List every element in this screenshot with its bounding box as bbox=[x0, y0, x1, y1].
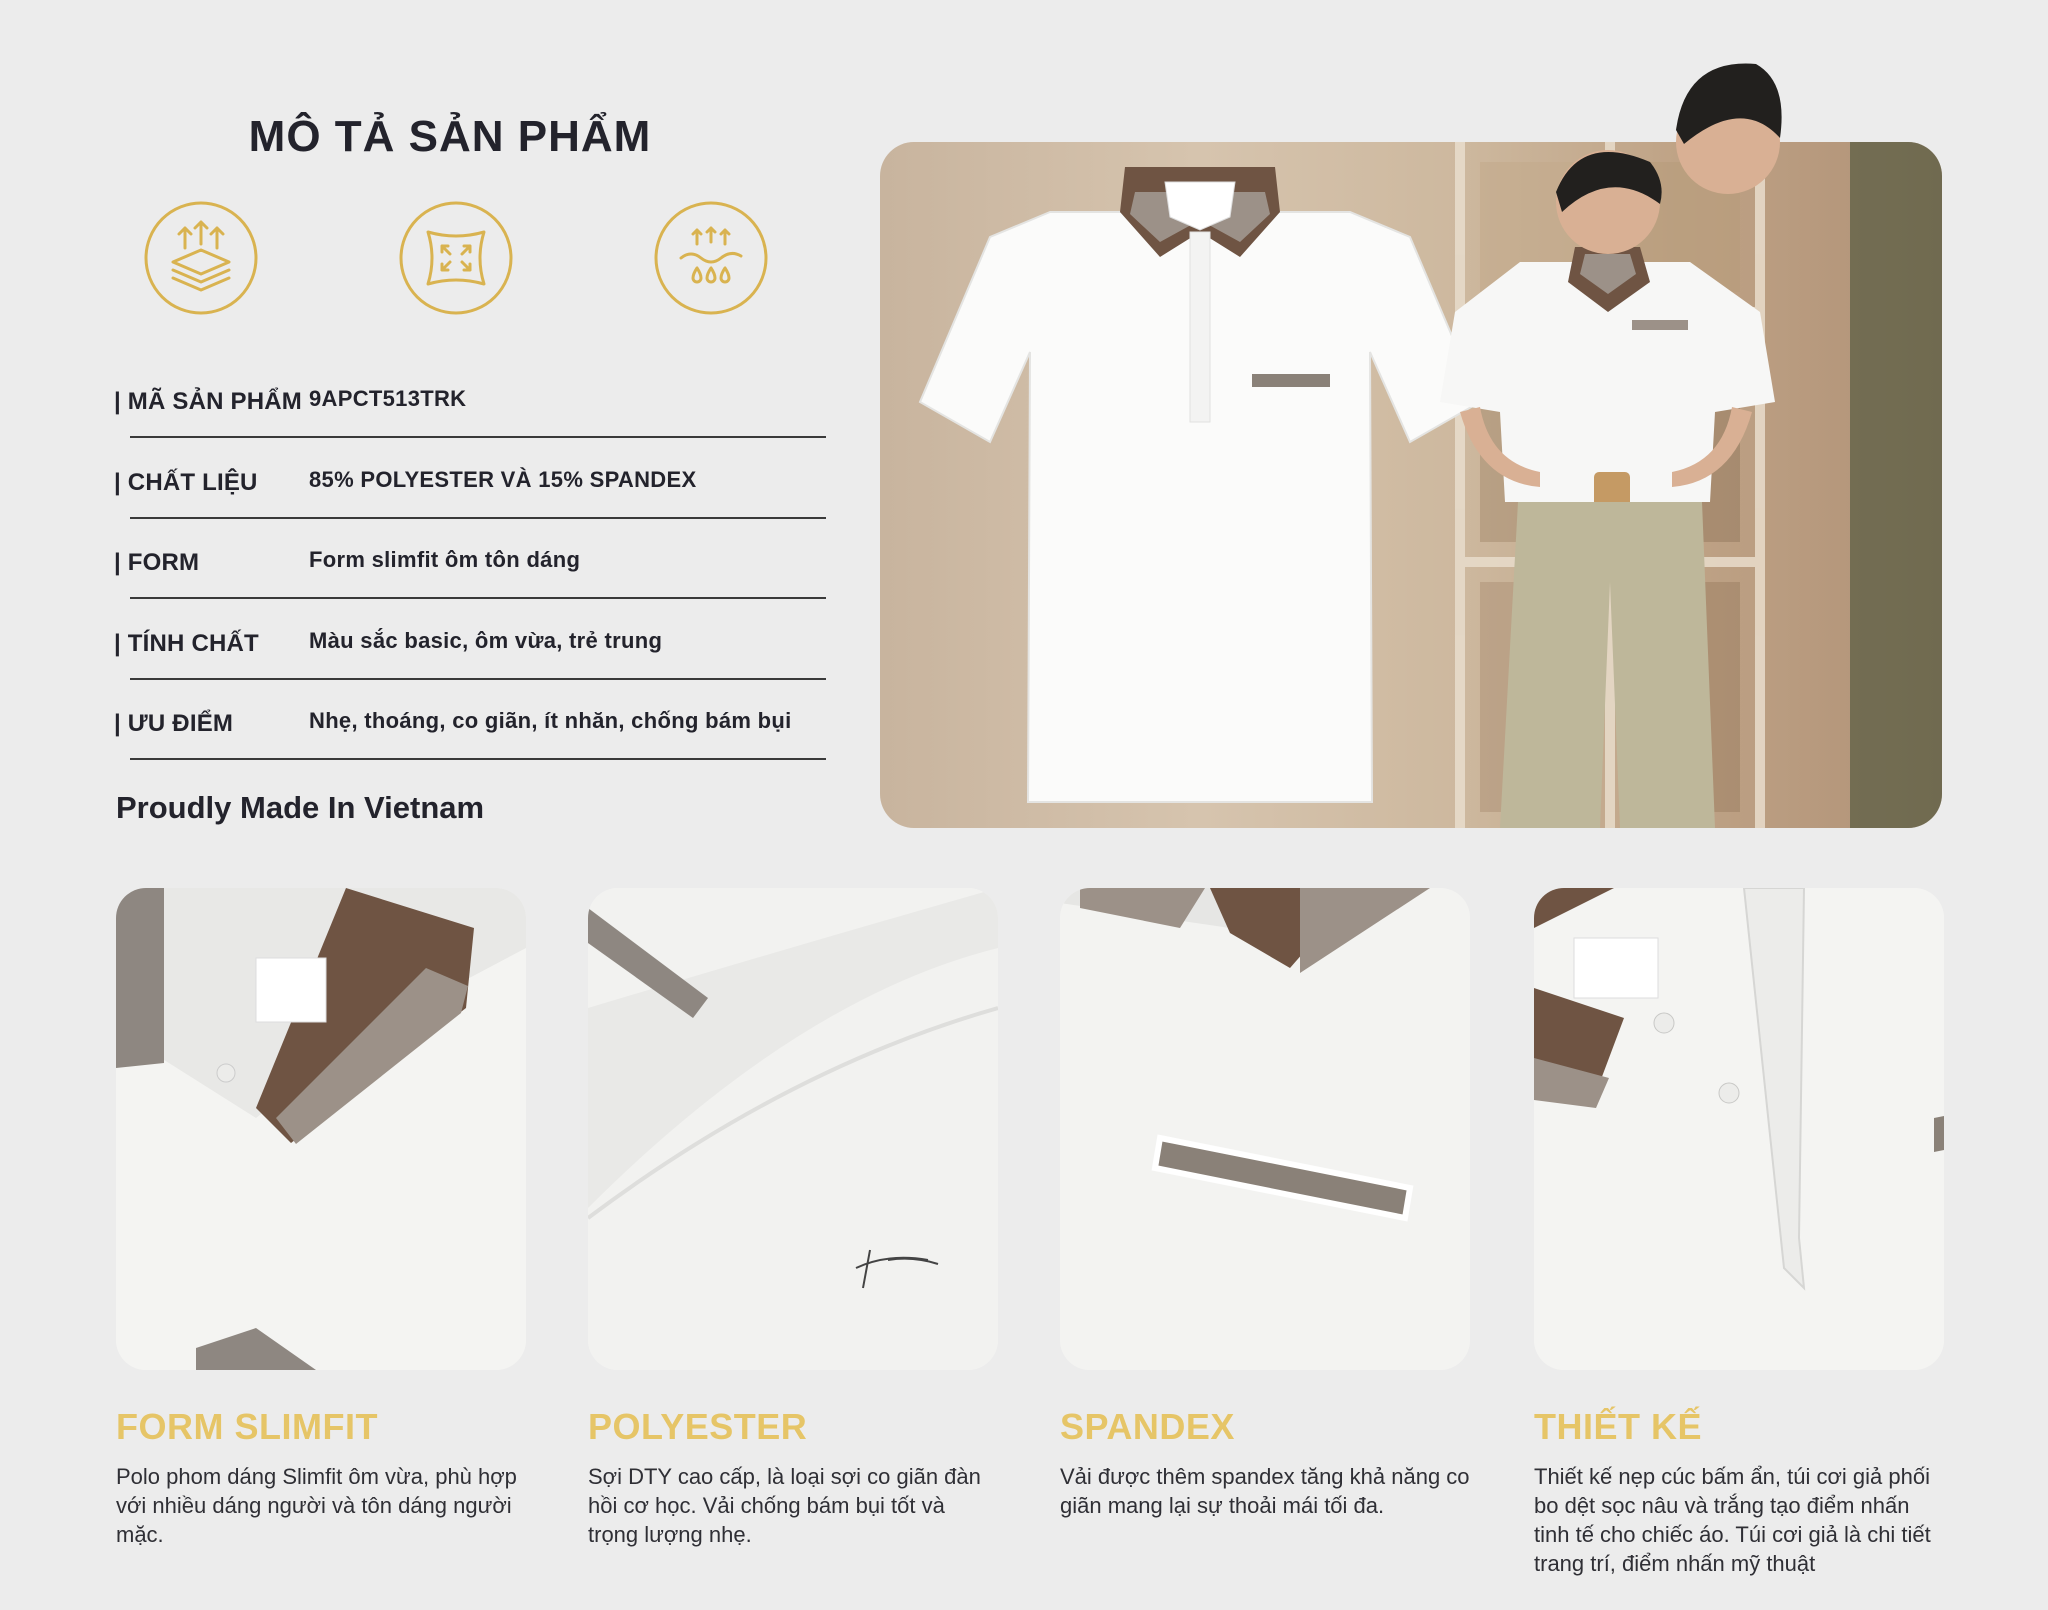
spec-value: Form slimfit ôm tôn dáng bbox=[309, 547, 581, 572]
divider bbox=[130, 517, 826, 519]
feature-icon-row bbox=[0, 200, 860, 320]
detail-photo-placket bbox=[1534, 888, 1944, 1370]
spec-value: Màu sắc basic, ôm vừa, trẻ trung bbox=[309, 627, 663, 653]
spec-value: 9APCT513TRK bbox=[309, 386, 467, 411]
divider bbox=[130, 436, 826, 438]
detail-title: POLYESTER bbox=[588, 1406, 808, 1447]
detail-card-polyester bbox=[588, 888, 998, 1549]
spec-row-advantages bbox=[114, 702, 826, 783]
spec-label: | MÃ SẢN PHẨM bbox=[114, 388, 302, 416]
hero-product-image bbox=[880, 142, 1942, 828]
detail-photo-pocket bbox=[1060, 888, 1470, 1370]
detail-card-design bbox=[1534, 888, 1944, 1578]
stretch-fabric-icon bbox=[398, 200, 514, 316]
detail-description: Polo phom dáng Slimfit ôm vừa, phù hợp với nhiều dáng người và tôn dáng người mặc. bbox=[116, 1464, 517, 1547]
flat-lay-polo-shirt bbox=[920, 167, 1480, 802]
spec-row-product-code bbox=[114, 380, 826, 461]
breathable-moisture-icon bbox=[653, 200, 769, 316]
detail-description: Vải được thêm spandex tăng khả năng co giãn mang lại sự thoải mái tối đa. bbox=[1060, 1464, 1470, 1518]
detail-photo-sleeve bbox=[588, 888, 998, 1370]
detail-title: FORM SLIMFIT bbox=[116, 1406, 378, 1447]
detail-description: Sợi DTY cao cấp, là loại sợi co giãn đàn hồi cơ học. Vải chống bám bụi tốt và trọng lượng nhẹ. bbox=[588, 1464, 981, 1547]
model-head-overflow bbox=[1490, 30, 1930, 200]
detail-title: THIẾT KẾ bbox=[1534, 1406, 1703, 1447]
spec-label: | FORM bbox=[114, 549, 199, 577]
spec-label: | TÍNH CHẤT bbox=[114, 630, 259, 658]
layered-fabric-arrows-icon bbox=[143, 200, 259, 316]
detail-description: Thiết kế nẹp cúc bấm ẩn, túi cơi giả phối bo dệt sọc nâu và trắng tạo điểm nhấn tinh tế cho chiếc áo. Túi cơi giả là chi tiết trang trí, điểm nhấn mỹ thuật bbox=[1534, 1464, 1931, 1576]
spec-label: | CHẤT LIỆU bbox=[114, 469, 258, 497]
spec-label: | ƯU ĐIỂM bbox=[114, 710, 233, 738]
spec-table bbox=[114, 380, 826, 783]
divider bbox=[130, 678, 826, 680]
spec-row-form bbox=[114, 541, 826, 622]
spec-value: Nhẹ, thoáng, co giãn, ít nhăn, chống bám bụi bbox=[309, 708, 792, 733]
detail-title: SPANDEX bbox=[1060, 1406, 1235, 1447]
divider bbox=[130, 758, 826, 760]
made-in-vietnam-text: Proudly Made In Vietnam bbox=[116, 790, 485, 825]
detail-photo-collar bbox=[116, 888, 526, 1370]
spec-value: 85% POLYESTER VÀ 15% SPANDEX bbox=[309, 466, 697, 492]
detail-card-form-slimfit bbox=[116, 888, 526, 1549]
detail-card-spandex bbox=[1060, 888, 1470, 1520]
spec-row-properties bbox=[114, 622, 826, 703]
page-title: MÔ TẢ SẢN PHẨM bbox=[248, 112, 652, 161]
divider bbox=[130, 597, 826, 599]
spec-row-material bbox=[114, 461, 826, 542]
